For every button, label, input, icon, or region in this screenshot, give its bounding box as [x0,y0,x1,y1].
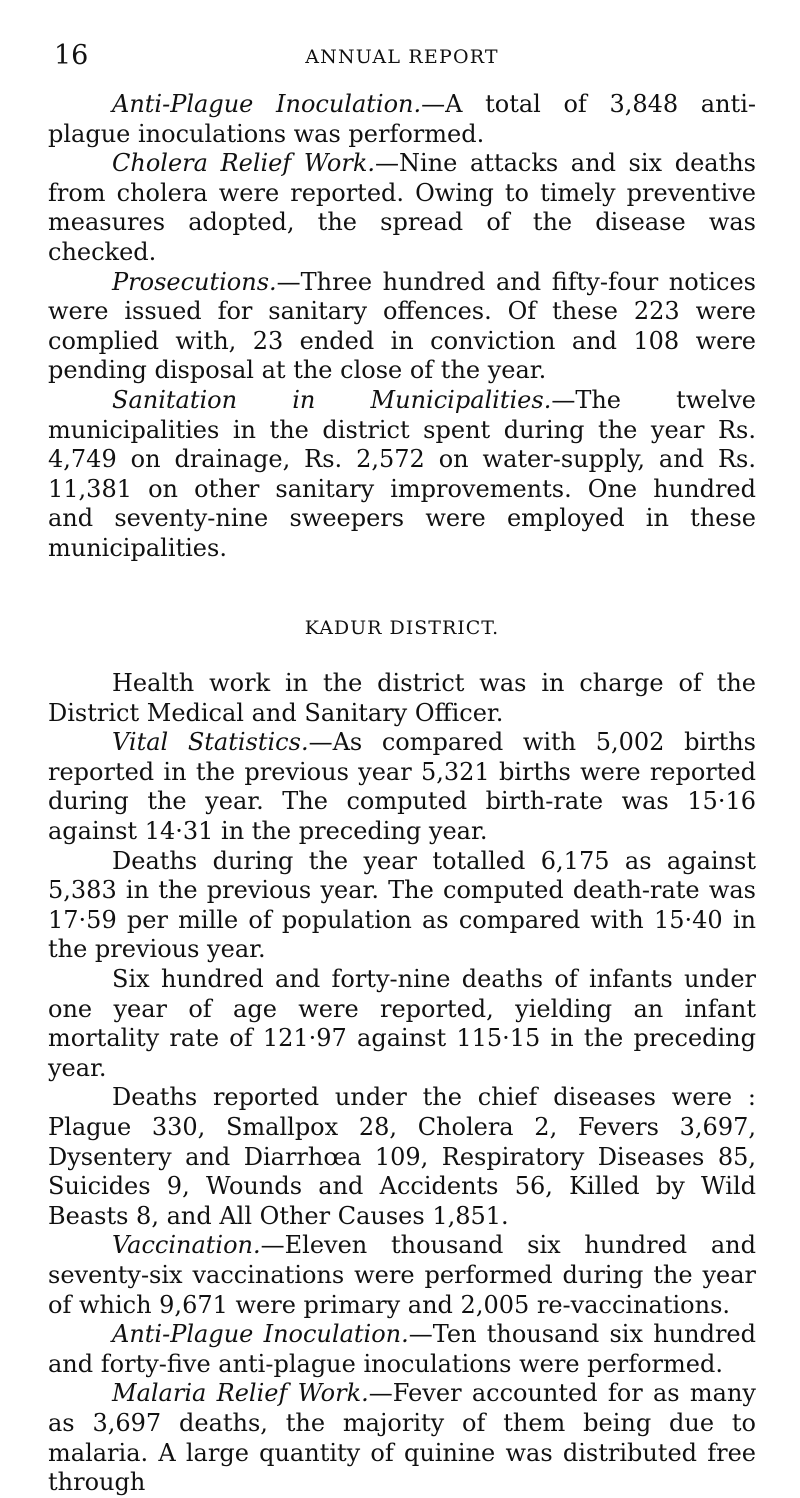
paragraph [48,728,756,846]
paragraph-text: —Nine attacks and six deaths from cholera were reported. Owing to timely preventive measures adopted, the spread of the disease was checked. [48,149,756,266]
section-heading: Sanitation in Municipalities. [112,385,552,414]
district-heading: KADUR DISTRICT. [304,616,500,639]
paragraph [48,847,756,965]
paragraph-text: —As compared with 5,002 births reported in the previous year 5,321 births were reported during the year. The computed birth-rate was 15·16 against 14·31 in the preceding year. [48,728,756,846]
page-header [48,40,756,80]
section-heading: Prosecutions. [112,267,277,296]
paragraph-text: —The twelve municipalities in the district spent during the year Rs. 4,749 on drainage, Rs. 2,572 on water-supply, and Rs. 11,381 on other sanitary improvements. One hundred and seventy-nine sweepers were employed in these municipalities. [48,385,756,562]
running-title: ANNUAL REPORT [305,46,499,68]
section-heading: Malaria Relief Work. [112,1379,369,1408]
paragraph-text: —A total of 3,848 anti-plague inoculations was performed. [48,90,756,148]
section-heading: Anti-Plague Inoculation. [112,1320,409,1349]
paragraph [48,90,756,149]
paragraph [48,1083,756,1231]
section-heading: Vital Statistics. [112,728,309,757]
paragraph [48,1320,756,1379]
paragraph [48,965,756,1083]
paragraph [48,1231,756,1320]
paragraph [48,386,756,564]
section-heading: Anti-Plague Inoculation. [112,90,422,118]
paragraph-text: —Three hundred and fifty-four notices were issued for sanitary offences. Of these 223 were complied with, 23 ended in conviction and 108 were pending disposal at the close of the year. [48,267,756,385]
paragraph [48,149,756,267]
page-number: 16 [54,40,89,71]
paragraph-text: Deaths during the year totalled 6,175 as against 5,383 in the previous year. The computed death-rate was 17·59 per mille of population as compared with 15·40 in the previous year. [48,846,756,964]
section-heading: Vaccination. [112,1231,261,1260]
paragraph-text: Deaths reported under the chief diseases were : Plague 330, Smallpox 28, Cholera 2, Fevers 3,697, Dysentery and Diarrhœa 109, Respiratory Diseases 85, Suicides 9, Wounds and Accidents 56, Killed by Wild Beasts 8, and All Other Causes 1,851. [48,1083,756,1230]
paragraph [48,268,756,386]
paragraph-text: —Fever accounted for as many as 3,697 deaths, the majority of them being due to malaria. A large quantity of quinine was distributed free through [48,1379,756,1497]
paragraph-text: Six hundred and forty-nine deaths of infants under one year of age were reported, yielding an infant mortality rate of 121·97 against 115·15 in the preceding year. [48,965,756,1082]
paragraph [48,669,756,728]
paragraph [48,1379,756,1497]
section-heading: Cholera Relief Work. [112,149,376,178]
paragraph-text: —Ten thousand six hundred and forty-five anti-plague inoculations were performed. [48,1320,756,1378]
paragraph-text: Health work in the district was in charge of the District Medical and Sanitary Officer. [48,669,756,727]
body-text [48,90,756,1498]
paragraph-text: —Eleven thousand six hundred and seventy-six vaccinations were performed during the year of which 9,671 were primary and 2,005 re-vaccinations. [48,1231,756,1319]
